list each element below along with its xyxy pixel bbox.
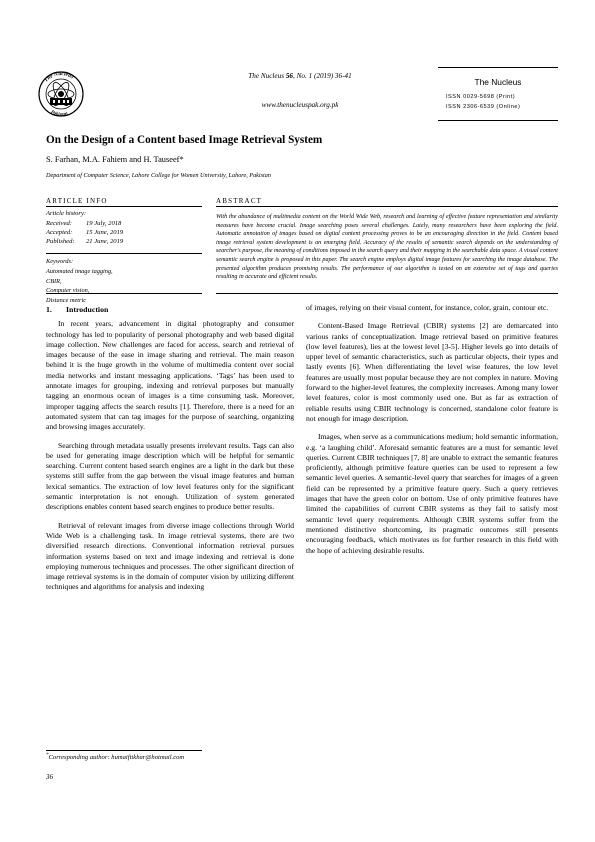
paper-title: On the Design of a Content based Image Retrieval System — [46, 134, 323, 146]
footnote-label: Corresponding author: — [48, 754, 112, 762]
journal-box — [438, 67, 558, 121]
paragraph: Searching through metadata usually presents irrelevant results. Tags can also be used for generating image description which will be helpful for semantic searching. Current content based search engines are a light in the dark but these systems still suffer from the gap between the visual image features and human lexical semantics. The extraction of low level features only for the significant semantic interpretation is not enough. Utilization of system generated descriptions enables content based search engines to produce better results. — [46, 440, 294, 512]
abstract-divider — [216, 293, 558, 294]
keyword: Computer vision, — [46, 287, 90, 295]
svg-text:Pakistan: Pakistan — [49, 109, 69, 118]
keyword: Distance metric — [46, 296, 87, 304]
keywords-label: Keywords: — [46, 258, 74, 266]
history-published: Published: 21 June, 2019 — [46, 238, 124, 246]
keyword: Automated image tagging, — [46, 268, 113, 275]
paragraph: Content-Based Image Retrieval (CBIR) systems [2] are demarcated into various ranks of conceptualization. Image retrieval based on primitive features (low level features), lies at the lowest level [3-5]. Higher levels go into details of upper level of semantic characteristics, such as particular objects, their types and lastly events [6]. When differentiating the level wise features, the low level features are usually most popular because they are not complex in nature. Moving forward to the higher-level features, the complexity increases. Among many lower level features, color is most commonly used one. But as far as extraction of reliable results using CBIR technology is concerned, standalone color feature is not enough for image description. — [306, 321, 558, 423]
citation-suffix: , No. 1 (2019) 36-41 — [293, 72, 352, 80]
footnote — [46, 753, 184, 761]
info-divider — [46, 293, 202, 294]
paragraph-continued: of images, relying on their visual content, for instance, color, grain, contour etc. — [306, 303, 549, 312]
history-accepted: Accepted: 15 June, 2019 — [46, 229, 124, 236]
issn-print: ISSN 0029-5698 (Print) — [446, 94, 516, 100]
citation-prefix: The Nucleus — [248, 72, 286, 80]
paper-affiliation: Department of Computer Science, Lahore College for Women University, Lahore, Pakistan — [46, 172, 271, 179]
issn-online: ISSN 2306-6539 (Online) — [446, 104, 521, 110]
history-received: Received: 19 July, 2018 — [46, 219, 122, 227]
author-email[interactable]: humaiftikhar@hotmail.com — [111, 754, 185, 762]
paragraph: In recent years, advancement in digital photography and consumer technology has led to popularity of personal photography and web based digital image collection. New challenges are faced for access, search and retrieval of images because of the ease in image sharing and retrieval. The main reason behind it is the huge growth in the volume of multimedia content over social media networks and instant messaging applications. ‘Tags’ has been used to annotate images for grouping, indexing and retrieval purposes but manually tagging an enormous ocean of images is a time consuming task. Moreover, improper tagging affects the search results [1]. Therefore, there is a need for an automated system that can tag images for the purpose of searching, organizing and browsing images accurately. — [46, 319, 294, 432]
section-number: 1. — [46, 305, 52, 314]
footnote-divider — [46, 750, 202, 751]
history-label: Article history: — [46, 210, 87, 217]
abstract — [216, 197, 558, 282]
page-number: 36 — [46, 773, 53, 781]
paragraph: Images, when serve as a communications medium; hold semantic information, e.g. ‘a laughing child’. Aforesaid semantic features are a must for semantic level queries. Current CBIR techniques [7, 8] are unable to extract the semantic features proficiently, although primitive feature queries can be used to represent a few semantic level queries. A semantic-level query that searches for images of a green field can be represented by a primitive feature query. Such a query retrieves images that have the green color on bottom. Use of only primitive features have limited the capabilities of current CBIR systems as they fail to satisfy most semantic level query requirements. Although CBIR systems suffer from the mentioned distinctive shortcoming, its pragmatic outcomes still presents encouraging feedback, which motivates us for further research in this field with the hope of achieving desirable results. — [306, 432, 558, 555]
footnote-marker: * — [46, 753, 49, 758]
abstract-heading: ABSTRACT — [216, 197, 558, 207]
citation-volume: 56 — [285, 72, 293, 80]
journal-seal-icon — [36, 58, 86, 130]
svg-text:The Nucleus: The Nucleus — [43, 71, 75, 84]
article-info — [46, 197, 202, 305]
paragraph: Retrieval of relevant images from diverse image collections through World Wide Web is a challenging task. In image retrieval systems, there are two diversified research directions. Conventional information retrieval pursues information systems based on text and image indexing and retrieval is done employing numerous techniques and processes. The other significant direction of image retrieval systems is in the domain of computer vision by utilizing different techniques and algorithms for analysis and indexing — [46, 520, 294, 592]
section-heading — [46, 305, 294, 315]
section-title: Introduction — [66, 305, 109, 314]
body-column-left — [46, 303, 294, 601]
keyword: CBIR, — [46, 277, 62, 285]
citation — [200, 72, 400, 80]
journal-url[interactable]: www.thenucleuspak.org.pk — [261, 101, 339, 109]
paper-authors: S. Farhan, M.A. Fahiem and H. Tauseef* — [46, 155, 184, 164]
article-info-heading: ARTICLE INFO — [46, 197, 202, 207]
body-column-right — [306, 303, 558, 564]
journal-title: The Nucleus — [474, 77, 522, 87]
journal-logo — [36, 58, 86, 130]
keywords-block — [46, 253, 202, 305]
abstract-text: With the abundance of multimedia content on the World Wide Web, research and learning of effective feature representation and similarity measures have become crucial. Image searching poses several challenges. Lately, many researchers have been exploring the field. Automatic annotation of images based on digital content processing proves to be an encouraging direction in the field. Content based image retrieval system development is an emerging field. Accuracy of the results of semantic search depends on the understanding of searcher's purpose, the meaning of conditions imposed in the search query and their mapping in the searchable data space. A visual content semantic search engine is proposed in this paper. The search engine employs digital image features for searching the image database. The presented algorithm produces promising results. The performance of our algorithm is tested on an extensive set of tags and queries resulting in accurate and efficient results. — [216, 214, 558, 281]
